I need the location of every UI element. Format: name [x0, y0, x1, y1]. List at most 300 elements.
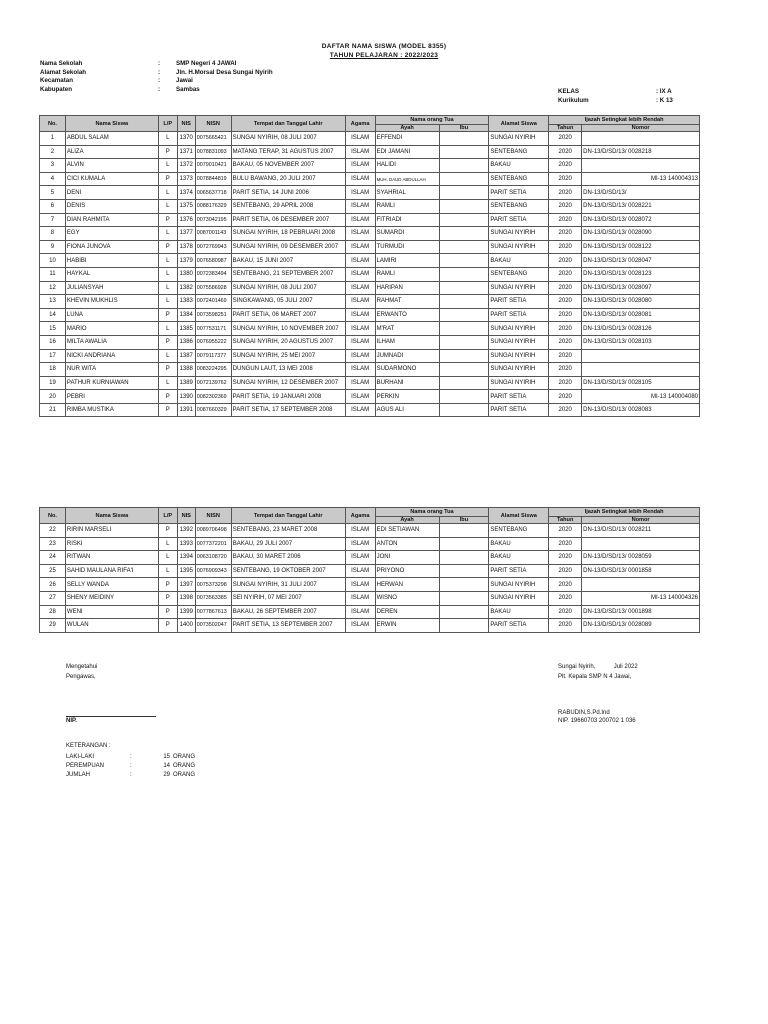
cell-nisn: 0075586928 — [195, 281, 231, 295]
meta-label: Nama Sekolah — [40, 60, 83, 67]
header-ibu: Ibu — [439, 125, 489, 132]
cell-no: 6 — [40, 199, 66, 213]
cell-nomor — [582, 349, 700, 363]
gender-stats — [66, 754, 195, 781]
cell-tahun: 2020 — [549, 213, 582, 227]
cell-alamat: SENTEBANG — [489, 199, 549, 213]
cell-ayah: EDI JAMANI — [375, 145, 439, 159]
cell-nama: RIMBA MUSTIKA — [65, 403, 158, 417]
meta-value: Jln. H.Morsal Desa Sungai Nyirih — [176, 68, 273, 76]
cell-nama: SAHID MAULANA RIFA'I — [65, 564, 158, 578]
header-ttl: Tempat dan Tanggal Lahir — [231, 116, 345, 132]
cell-nama: DENIS — [65, 199, 158, 213]
cell-nis: 1397 — [177, 578, 195, 592]
cell-lp: L — [158, 227, 177, 241]
cell-ayah: EDI SETIAWAN — [375, 524, 439, 538]
meta-row — [40, 77, 273, 86]
cell-ibu — [439, 363, 489, 377]
cell-nisn: 0072383494 — [195, 267, 231, 281]
cell-ttl: SUNGAI NYIRIH, 12 DESEMBER 2007 — [231, 376, 345, 390]
cell-nisn: 0073598251 — [195, 308, 231, 322]
cell-nis: 1371 — [177, 145, 195, 159]
table-row — [40, 537, 700, 551]
meta-label: Kecamatan — [40, 77, 74, 85]
cell-nis: 1394 — [177, 551, 195, 565]
cell-no: 24 — [40, 551, 66, 565]
header-no: No. — [40, 508, 66, 524]
cell-tahun: 2020 — [549, 619, 582, 633]
cell-alamat: SENTEBANG — [489, 524, 549, 538]
cell-no: 25 — [40, 564, 66, 578]
cell-ibu — [439, 132, 489, 146]
cell-nomor: DN-13/D/SD/13/ 0028089 — [582, 619, 700, 633]
cell-lp: P — [158, 172, 177, 186]
cell-ibu — [439, 551, 489, 565]
cell-lp: L — [158, 376, 177, 390]
cell-nis: 1391 — [177, 403, 195, 417]
cell-nama: RITWAN — [65, 551, 158, 565]
cell-nama: RIRIN MARSELI — [65, 524, 158, 538]
table-row — [40, 578, 700, 592]
cell-ttl: SENTEBANG, 29 APRIL 2008 — [231, 199, 345, 213]
kurikulum-row — [558, 97, 673, 104]
header-ayah: Ayah — [375, 517, 439, 524]
cell-tahun: 2020 — [549, 172, 582, 186]
stat-colon: : — [130, 754, 132, 760]
cell-ayah: SYAHRIAL — [375, 186, 439, 200]
document-subtitle: TAHUN PELAJARAN : 2022/2023 — [329, 52, 439, 59]
kelas-value: : IX A — [656, 88, 672, 95]
student-table-2 — [39, 507, 700, 633]
cell-nomor: DN-13/D/SD/13/ 0028126 — [582, 322, 700, 336]
cell-agama: ISLAM — [345, 227, 375, 241]
cell-lp: P — [158, 335, 177, 349]
cell-lp: P — [158, 240, 177, 254]
cell-tahun: 2020 — [549, 403, 582, 417]
header-lp: L/P — [158, 508, 177, 524]
header-no: No. — [40, 116, 66, 132]
cell-ibu — [439, 186, 489, 200]
cell-nisn: 0078844819 — [195, 172, 231, 186]
cell-nis: 1388 — [177, 363, 195, 377]
header-ortu: Nama orang Tua — [375, 508, 489, 517]
cell-tahun: 2020 — [549, 199, 582, 213]
cell-ttl: PARIT SETIA, 14 JUNI 2006 — [231, 186, 345, 200]
cell-nama: KHEVIN MUKHLIS — [65, 295, 158, 309]
cell-ibu — [439, 376, 489, 390]
cell-nisn: 0083224295 — [195, 363, 231, 377]
cell-no: 13 — [40, 295, 66, 309]
cell-alamat: SUNGAI NYIRIH — [489, 240, 549, 254]
cell-agama: ISLAM — [345, 186, 375, 200]
cell-lp: L — [158, 551, 177, 565]
meta-value: Jawai — [176, 77, 193, 85]
cell-nisn: 0072139762 — [195, 376, 231, 390]
place-date: Sungai Nyirih, Juli 2022 — [558, 664, 638, 670]
cell-nomor: DN-13/D/SD/13/ 0028097 — [582, 281, 700, 295]
cell-ayah: WISNO — [375, 591, 439, 605]
cell-agama: ISLAM — [345, 159, 375, 173]
cell-lp: P — [158, 145, 177, 159]
cell-nomor: DN-13/D/SD/13/ — [582, 186, 700, 200]
table-row — [40, 605, 700, 619]
cell-ttl: SUNGAI NYIRIH, 18 PEBRUARI 2008 — [231, 227, 345, 241]
cell-lp: L — [158, 132, 177, 146]
cell-nama: ALVIN — [65, 159, 158, 173]
cell-nama: ALIZA — [65, 145, 158, 159]
cell-nama: PEBRI — [65, 390, 158, 404]
mengetahui-text: Mengetahui — [66, 664, 98, 670]
cell-tahun: 2020 — [549, 308, 582, 322]
cell-ayah: BURHANI — [375, 376, 439, 390]
cell-ttl: BAKAU, 26 SEPTEMBER 2007 — [231, 605, 345, 619]
cell-tahun: 2020 — [549, 363, 582, 377]
cell-ibu — [439, 199, 489, 213]
cell-no: 17 — [40, 349, 66, 363]
nip-left: NIP. — [66, 718, 77, 724]
table-row — [40, 376, 700, 390]
stat-count: 14 — [163, 763, 170, 769]
cell-nama: FIONA JUNOVA — [65, 240, 158, 254]
cell-ibu — [439, 322, 489, 336]
cell-tahun: 2020 — [549, 132, 582, 146]
signature-line — [66, 716, 156, 717]
cell-no: 7 — [40, 213, 66, 227]
cell-ttl: SUNGAI NYIRIH, 31 JULI 2007 — [231, 578, 345, 592]
cell-nis: 1398 — [177, 591, 195, 605]
cell-ibu — [439, 605, 489, 619]
cell-lp: L — [158, 349, 177, 363]
cell-nomor — [582, 537, 700, 551]
cell-tahun: 2020 — [549, 376, 582, 390]
cell-ayah: JUMNADI — [375, 349, 439, 363]
cell-ayah: SUDARMONO — [375, 363, 439, 377]
cell-ibu — [439, 591, 489, 605]
cell-lp: L — [158, 295, 177, 309]
header-nomor: Nomor — [582, 517, 700, 524]
cell-ttl: SENTEBANG, 19 OKTOBER 2007 — [231, 564, 345, 578]
header-tahun: Tahun — [549, 517, 582, 524]
cell-nis: 1387 — [177, 349, 195, 363]
table-row — [40, 281, 700, 295]
header-nis: NIS — [177, 116, 195, 132]
cell-ibu — [439, 390, 489, 404]
table-row — [40, 349, 700, 363]
cell-nis: 1389 — [177, 376, 195, 390]
cell-nomor: DN-13/D/SD/13/ 0028090 — [582, 227, 700, 241]
cell-lp: L — [158, 254, 177, 268]
cell-nisn: 0076955222 — [195, 335, 231, 349]
cell-lp: P — [158, 390, 177, 404]
cell-alamat: PARIT SETIA — [489, 213, 549, 227]
cell-ayah: AGUS ALI — [375, 403, 439, 417]
table-1-header — [40, 116, 700, 132]
cell-nisn: 0072401469 — [195, 295, 231, 309]
cell-no: 9 — [40, 240, 66, 254]
cell-nama: MARIO — [65, 322, 158, 336]
cell-nama: HAYKAL — [65, 267, 158, 281]
cell-nama: DENI — [65, 186, 158, 200]
cell-nis: 1372 — [177, 159, 195, 173]
table-row — [40, 390, 700, 404]
cell-nomor: DN-13/D/SD/13/ 0028218 — [582, 145, 700, 159]
cell-alamat: PARIT SETIA — [489, 308, 549, 322]
cell-ayah: ILHAM — [375, 335, 439, 349]
cell-nisn: 0077867613 — [195, 605, 231, 619]
cell-alamat: SUNGAI NYIRIH — [489, 322, 549, 336]
kelas-label: KELAS — [558, 88, 579, 95]
cell-ttl: BAKAU, 15 JUNI 2007 — [231, 254, 345, 268]
cell-nis: 1382 — [177, 281, 195, 295]
cell-nomor — [582, 132, 700, 146]
stat-unit: ORANG — [173, 754, 196, 760]
cell-tahun: 2020 — [549, 605, 582, 619]
cell-tahun: 2020 — [549, 564, 582, 578]
cell-nomor: DN-13/D/SD/13/ 0028083 — [582, 403, 700, 417]
cell-tahun: 2020 — [549, 578, 582, 592]
cell-ibu — [439, 335, 489, 349]
cell-no: 29 — [40, 619, 66, 633]
cell-nisn: 0088176329 — [195, 199, 231, 213]
table-row — [40, 199, 700, 213]
cell-tahun: 2020 — [549, 254, 582, 268]
stat-row — [66, 754, 195, 763]
cell-nisn: 0073563385 — [195, 591, 231, 605]
document-title: DAFTAR NAMA SISWA (MODEL 8355) — [321, 43, 447, 50]
cell-tahun: 2020 — [549, 349, 582, 363]
cell-nomor: DN-13/D/SD/13/ 0028211 — [582, 524, 700, 538]
cell-nisn: 0072769943 — [195, 240, 231, 254]
cell-alamat: SENTEBANG — [489, 267, 549, 281]
cell-ibu — [439, 308, 489, 322]
cell-no: 1 — [40, 132, 66, 146]
cell-alamat: SUNGAI NYIRIH — [489, 349, 549, 363]
stat-label: PEREMPUAN — [66, 763, 105, 769]
header-nama: Nama Siswa — [65, 116, 158, 132]
cell-alamat: PARIT SETIA — [489, 295, 549, 309]
header-agama: Agama — [345, 508, 375, 524]
cell-nisn: 0073042195 — [195, 213, 231, 227]
table-row — [40, 240, 700, 254]
cell-agama: ISLAM — [345, 376, 375, 390]
cell-no: 26 — [40, 578, 66, 592]
meta-colon: : — [158, 77, 161, 85]
cell-nisn: 0076909343 — [195, 564, 231, 578]
table-row — [40, 564, 700, 578]
cell-ibu — [439, 564, 489, 578]
cell-ibu — [439, 172, 489, 186]
cell-ttl: SUNGAI NYIRIH, 25 MEI 2007 — [231, 349, 345, 363]
meta-colon: : — [158, 68, 161, 76]
cell-ayah: M'RAT — [375, 322, 439, 336]
cell-alamat: BAKAU — [489, 605, 549, 619]
cell-ibu — [439, 240, 489, 254]
cell-nomor: DN-13/D/SD/13/ 0028080 — [582, 295, 700, 309]
cell-nis: 1384 — [177, 308, 195, 322]
meta-label: Kabupaten — [40, 85, 72, 93]
cell-nis: 1375 — [177, 199, 195, 213]
table-row — [40, 308, 700, 322]
cell-tahun: 2020 — [549, 267, 582, 281]
meta-label: Alamat Sekolah — [40, 68, 87, 76]
cell-tahun: 2020 — [549, 322, 582, 336]
meta-row — [40, 60, 273, 69]
cell-nisn: 0087660329 — [195, 403, 231, 417]
table-row — [40, 145, 700, 159]
cell-ayah: TURMUDI — [375, 240, 439, 254]
stat-unit: ORANG — [173, 772, 196, 778]
cell-ayah: FITRIADI — [375, 213, 439, 227]
cell-ayah: ERWIN — [375, 619, 439, 633]
cell-nama: SHENY MEIDINY — [65, 591, 158, 605]
cell-tahun: 2020 — [549, 240, 582, 254]
cell-ayah: HARIPAN — [375, 281, 439, 295]
cell-alamat: PARIT SETIA — [489, 619, 549, 633]
stat-unit: ORANG — [173, 763, 196, 769]
table-2-body — [40, 524, 700, 633]
cell-lp: P — [158, 403, 177, 417]
school-meta — [40, 60, 273, 94]
cell-lp: L — [158, 564, 177, 578]
cell-alamat: PARIT SETIA — [489, 186, 549, 200]
kurikulum-value: : K 13 — [656, 97, 673, 104]
cell-lp: P — [158, 524, 177, 538]
cell-nisn: 0073502047 — [195, 619, 231, 633]
cell-nomor: DN-13/D/SD/13/ 0028103 — [582, 335, 700, 349]
cell-ayah: JONI — [375, 551, 439, 565]
cell-nama: PATHUR KURNIAWAN — [65, 376, 158, 390]
cell-lp: P — [158, 213, 177, 227]
cell-nisn: 0087001143 — [195, 227, 231, 241]
cell-nomor: DN-13/D/SD/13/ 0028122 — [582, 240, 700, 254]
cell-ttl: SENTEBANG, 23 MARET 2008 — [231, 524, 345, 538]
cell-nomor: DN-13/D/SD/13/ 0028059 — [582, 551, 700, 565]
cell-ttl: SINGKAWANG, 05 JULI 2007 — [231, 295, 345, 309]
cell-nama: NICKI ANDRIANA — [65, 349, 158, 363]
cell-nis: 1379 — [177, 254, 195, 268]
header-ijazah: Ijazah Setingkat lebih Rendah — [549, 508, 700, 517]
cell-agama: ISLAM — [345, 403, 375, 417]
header-nisn: NISN — [195, 116, 231, 132]
meta-colon: : — [158, 85, 161, 93]
cell-no: 14 — [40, 308, 66, 322]
header-nisn: NISN — [195, 508, 231, 524]
cell-ttl: PARIT SETIA, 19 JANUARI 2008 — [231, 390, 345, 404]
cell-tahun: 2020 — [549, 145, 582, 159]
kelas-row — [558, 88, 672, 95]
header-agama: Agama — [345, 116, 375, 132]
cell-ttl: SENTEBANG, 21 SEPTEMBER 2007 — [231, 267, 345, 281]
cell-nama: EGY — [65, 227, 158, 241]
cell-ttl: BAKAU, 29 JULI 2007 — [231, 537, 345, 551]
cell-lp: L — [158, 267, 177, 281]
header-ayah: Ayah — [375, 125, 439, 132]
cell-agama: ISLAM — [345, 335, 375, 349]
cell-ayah: HERWAN — [375, 578, 439, 592]
cell-agama: ISLAM — [345, 524, 375, 538]
cell-agama: ISLAM — [345, 254, 375, 268]
cell-ibu — [439, 227, 489, 241]
meta-value: SMP Negeri 4 JAWAI — [176, 60, 237, 67]
cell-lp: L — [158, 537, 177, 551]
cell-ibu — [439, 267, 489, 281]
table-row — [40, 132, 700, 146]
table-row — [40, 172, 700, 186]
cell-no: 5 — [40, 186, 66, 200]
table-row — [40, 335, 700, 349]
cell-alamat: PARIT SETIA — [489, 564, 549, 578]
header-ijazah: Ijazah Setingkat lebih Rendah — [549, 116, 700, 125]
cell-agama: ISLAM — [345, 240, 375, 254]
table-row — [40, 619, 700, 633]
header-alamat: Alamat Siswa — [489, 508, 549, 524]
cell-ayah: PRIYONO — [375, 564, 439, 578]
table-row — [40, 524, 700, 538]
cell-tahun: 2020 — [549, 551, 582, 565]
cell-nama: DIAN RAHMITA — [65, 213, 158, 227]
nip-right: NIP. 19660703 200702 1 036 — [558, 718, 636, 724]
cell-ibu — [439, 349, 489, 363]
cell-alamat: SUNGAI NYIRIH — [489, 227, 549, 241]
cell-ttl: MATANG TERAP, 31 AGUSTUS 2007 — [231, 145, 345, 159]
cell-ttl: PARIT SETIA, 06 DESEMBER 2007 — [231, 213, 345, 227]
cell-ibu — [439, 403, 489, 417]
cell-lp: P — [158, 363, 177, 377]
cell-agama: ISLAM — [345, 551, 375, 565]
cell-lp: L — [158, 199, 177, 213]
cell-ayah: LAMIRI — [375, 254, 439, 268]
stat-count: 15 — [163, 754, 170, 760]
cell-alamat: SENTEBANG — [489, 145, 549, 159]
cell-alamat: SUNGAI NYIRIH — [489, 335, 549, 349]
header-ibu: Ibu — [439, 517, 489, 524]
cell-nis: 1374 — [177, 186, 195, 200]
cell-ttl: BAKAU, 05 NOVEMBER 2007 — [231, 159, 345, 173]
cell-agama: ISLAM — [345, 132, 375, 146]
cell-nis: 1390 — [177, 390, 195, 404]
cell-ttl: SUNGAI NYIRIH, 20 AGUSTUS 2007 — [231, 335, 345, 349]
cell-nomor: MI-13 140004080 — [582, 390, 700, 404]
table-2-header — [40, 508, 700, 524]
cell-nama: LUNA — [65, 308, 158, 322]
stat-label: JUMLAH — [66, 772, 91, 778]
cell-ttl: SUNGAI NYIRIH, 10 NOVEMBER 2007 — [231, 322, 345, 336]
cell-no: 11 — [40, 267, 66, 281]
cell-nomor — [582, 159, 700, 173]
cell-agama: ISLAM — [345, 537, 375, 551]
cell-nis: 1385 — [177, 322, 195, 336]
cell-ibu — [439, 578, 489, 592]
cell-no: 2 — [40, 145, 66, 159]
cell-nomor: DN-13/D/SD/13/ 0028072 — [582, 213, 700, 227]
cell-alamat: BAKAU — [489, 159, 549, 173]
cell-nis: 1370 — [177, 132, 195, 146]
cell-agama: ISLAM — [345, 591, 375, 605]
cell-nama: RISKI — [65, 537, 158, 551]
cell-alamat: SUNGAI NYIRIH — [489, 132, 549, 146]
cell-ibu — [439, 281, 489, 295]
table-row — [40, 322, 700, 336]
cell-nis: 1376 — [177, 213, 195, 227]
cell-nisn: 0077531171 — [195, 322, 231, 336]
cell-ibu — [439, 254, 489, 268]
cell-ttl: SUNGAI NYIRIH, 09 DESEMBER 2007 — [231, 240, 345, 254]
cell-nomor: DN-13/D/SD/13/ 0001858 — [582, 564, 700, 578]
cell-alamat: PARIT SETIA — [489, 390, 549, 404]
cell-ibu — [439, 537, 489, 551]
stat-colon: : — [130, 772, 132, 778]
cell-no: 22 — [40, 524, 66, 538]
